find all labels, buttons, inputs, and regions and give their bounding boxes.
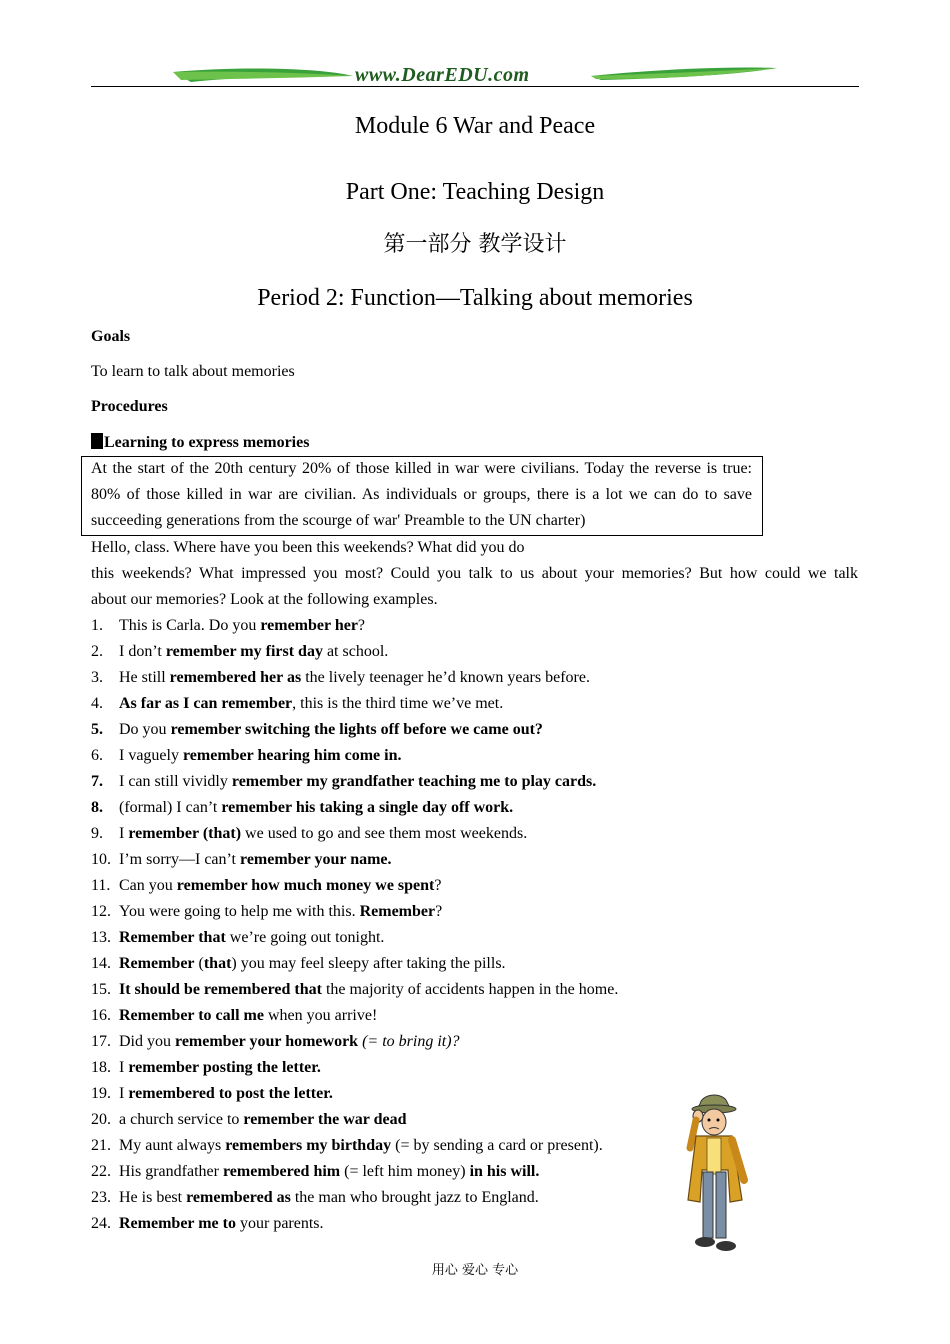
example-text: My aunt always [119, 1137, 226, 1154]
example-phrase-bold: remember (that) [128, 825, 242, 842]
quote-line: 80% of those killed in war are civilian. As individuals or groups, there is a lot we can do to save [91, 486, 752, 503]
example-item [91, 616, 365, 636]
example-number: 21. [91, 1137, 111, 1154]
example-number: 14. [91, 955, 111, 972]
example-text: I can still vividly [119, 773, 232, 790]
example-phrase-bold: remember your homework [175, 1033, 359, 1050]
example-number: 19. [91, 1085, 111, 1102]
example-phrase-bold: remember hearing him come in. [182, 747, 402, 764]
intro-line: about our memories? Look at the following examples. [91, 591, 438, 608]
example-text: You were going to help me with this. [119, 903, 360, 920]
bullet-square-icon [91, 433, 103, 449]
example-text: His grandfather [119, 1163, 223, 1180]
part-title: Part One: Teaching Design [345, 179, 605, 205]
procedures-heading: Procedures [91, 398, 168, 415]
example-item [91, 928, 384, 948]
example-item [91, 694, 503, 714]
example-text: He is best [119, 1189, 187, 1206]
example-number: 16. [91, 1007, 111, 1024]
example-phrase-bold: Remember me to [119, 1215, 236, 1232]
example-number: 2. [91, 643, 103, 660]
example-item [91, 954, 506, 974]
example-phrase-bold: Remember [359, 903, 436, 920]
example-text: the majority of accidents happen in the home. [321, 981, 619, 998]
example-phrase-bold: remember his taking a single day off work. [221, 799, 514, 816]
example-item [91, 1188, 539, 1208]
example-text: I [119, 825, 129, 842]
example-text: your parents. [235, 1215, 324, 1232]
example-item [91, 798, 513, 818]
example-number: 23. [91, 1189, 111, 1206]
part-title-chinese: 第一部分 教学设计 [383, 232, 567, 257]
example-number: 12. [91, 903, 111, 920]
example-text: we’re going out tonight. [225, 929, 385, 946]
example-item [91, 1032, 460, 1052]
example-number: 6. [91, 747, 103, 764]
example-text: , this is the third time we’ve met. [292, 695, 504, 712]
example-number: 24. [91, 1215, 111, 1232]
quote-line: At the start of the 20th century 20% of those killed in war were civilians. Today the reverse is true: [91, 460, 752, 477]
example-phrase-bold: remember the war dead [243, 1111, 407, 1128]
example-item [91, 1214, 324, 1234]
example-text: at school. [322, 643, 389, 660]
example-number: 4. [91, 695, 103, 712]
example-item [91, 980, 618, 1000]
example-phrase-bold: remembers my birthday [225, 1137, 392, 1154]
example-phrase-bold: remember my first day [165, 643, 323, 660]
example-phrase-bold: As far as I can remember [119, 695, 293, 712]
example-text: (= left him money) [340, 1163, 470, 1180]
quote-line: succeeding generations from the scourge of war' Preamble to the UN charter) [91, 512, 586, 529]
example-item [91, 1136, 603, 1156]
goals-heading: Goals [91, 328, 131, 345]
example-phrase-bold: in his will. [469, 1163, 540, 1180]
section-heading [91, 433, 309, 453]
example-number: 13. [91, 929, 111, 946]
example-text: ? [434, 877, 442, 894]
example-phrase-bold: Remember to call me [119, 1007, 264, 1024]
example-item [91, 1110, 406, 1130]
example-phrase-bold: remember her [260, 617, 358, 634]
example-number: 8. [91, 799, 103, 816]
section-heading-text: Learning to express memories [104, 434, 310, 451]
example-phrase-bold: remembered her as [169, 669, 302, 686]
example-item [91, 1058, 321, 1078]
example-number: 20. [91, 1111, 111, 1128]
example-phrase-bold: Remember [119, 955, 195, 972]
cartoon-man-illustration [672, 1090, 758, 1260]
site-name: www.DearEDU.com [355, 64, 530, 86]
example-text: a church service to [119, 1111, 244, 1128]
example-text: the lively teenager he’d known years before. [301, 669, 590, 686]
example-item [91, 902, 442, 922]
example-text: Do you [119, 721, 171, 738]
example-phrase-bold: remember switching the lights off before we came out? [170, 721, 543, 738]
example-phrase-bold: that [203, 955, 232, 972]
example-text: He still [119, 669, 170, 686]
example-number: 1. [91, 617, 103, 634]
example-text: I [119, 1085, 129, 1102]
goals-text: To learn to talk about memories [91, 363, 295, 380]
example-phrase-bold: remember how much money we spent [176, 877, 435, 894]
example-phrase-bold: remembered him [222, 1163, 341, 1180]
intro-line: Hello, class. Where have you been this weekends? What did you do [91, 539, 525, 556]
example-number: 17. [91, 1033, 111, 1050]
example-item [91, 824, 527, 844]
example-phrase-bold: Remember that [119, 929, 226, 946]
module-title: Module 6 War and Peace [354, 113, 596, 139]
example-text: (= to bring it)? [358, 1033, 460, 1050]
example-phrase-bold: remembered as [186, 1189, 291, 1206]
example-item [91, 1162, 539, 1182]
example-text: the man who brought jazz to England. [290, 1189, 539, 1206]
example-phrase-bold: It should be remembered that [119, 981, 322, 998]
example-number: 5. [91, 721, 103, 738]
example-item [91, 668, 590, 688]
example-text: I don’t [119, 643, 166, 660]
example-phrase-bold: remembered to post the letter. [128, 1085, 333, 1102]
example-item [91, 1006, 377, 1026]
example-phrase-bold: remember my grandfather teaching me to play cards. [231, 773, 597, 790]
example-text: ( [194, 955, 204, 972]
example-item [91, 772, 596, 792]
period-title: Period 2: Function—Talking about memories [257, 285, 693, 311]
example-item [91, 720, 543, 740]
example-item [91, 850, 392, 870]
example-text: when you arrive! [263, 1007, 378, 1024]
example-number: 18. [91, 1059, 111, 1076]
example-text: I’m sorry—I can’t [119, 851, 240, 868]
example-phrase-bold: remember your name. [240, 851, 392, 868]
example-phrase-bold: remember posting the letter. [128, 1059, 321, 1076]
intro-line: this weekends? What impressed you most? Could you talk to us about your memories? But how could we talk [91, 565, 858, 582]
example-text: (formal) I can’t [119, 799, 222, 816]
header-rule [91, 86, 859, 87]
example-text: (= by sending a card or present). [391, 1137, 603, 1154]
example-number: 11. [91, 877, 111, 894]
example-item [91, 1084, 333, 1104]
example-number: 7. [91, 773, 103, 790]
example-text: This is Carla. Do you [119, 617, 261, 634]
example-text: I [119, 1059, 129, 1076]
example-text: ? [357, 617, 366, 634]
footer-motto: 用心 爱心 专心 [431, 1263, 519, 1278]
example-number: 3. [91, 669, 103, 686]
example-text: Did you [119, 1033, 175, 1050]
example-text: Can you [119, 877, 177, 894]
example-number: 22. [91, 1163, 111, 1180]
example-item [91, 876, 442, 896]
example-text: I vaguely [119, 747, 183, 764]
example-text: ? [435, 903, 443, 920]
example-item [91, 642, 388, 662]
example-number: 10. [91, 851, 111, 868]
example-number: 9. [91, 825, 103, 842]
example-text: we used to go and see them most weekends. [241, 825, 528, 842]
example-item [91, 746, 401, 766]
example-number: 15. [91, 981, 111, 998]
example-text: ) you may feel sleepy after taking the pills. [231, 955, 506, 972]
